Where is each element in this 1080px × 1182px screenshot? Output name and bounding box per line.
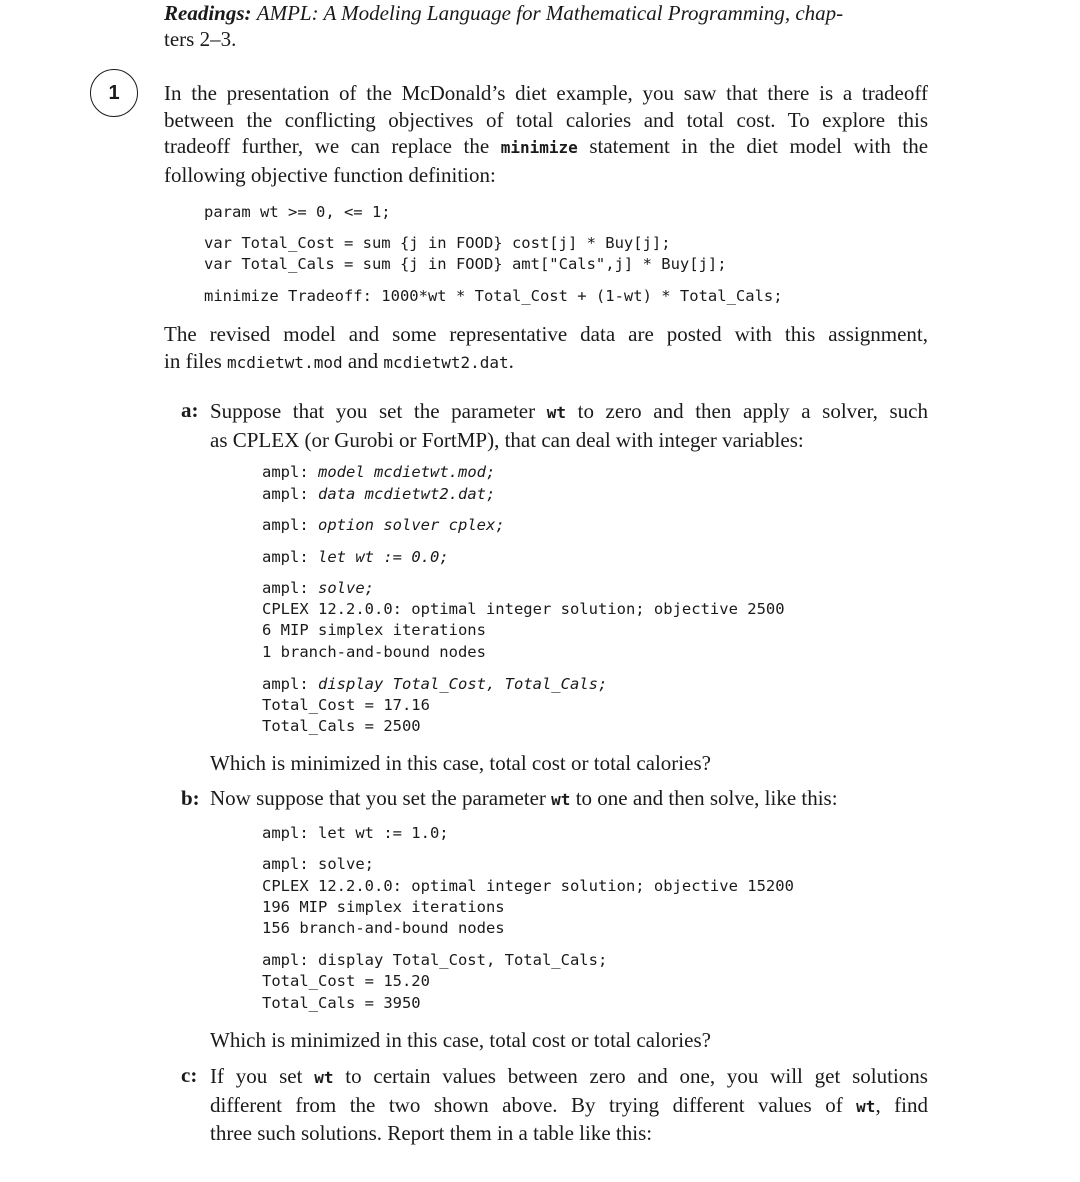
ampl-prompt: ampl: (262, 548, 309, 566)
readings-line-1 (164, 0, 928, 26)
intro-line-2: between the conflicting objectives of total calories and total cost. To explore this (164, 107, 928, 132)
part-a-line-2: as CPLEX (or Gurobi or FortMP), that can deal with integer variables: (210, 427, 804, 452)
cplex-output-3: 1 branch-and-bound nodes (262, 643, 486, 661)
part-b-question: Which is minimized in this case, total cost or total calories? (210, 1028, 711, 1052)
intro-line-1: In the presentation of the McDonald’s diet example, you saw that there is a tradeoff (164, 81, 928, 105)
part-b-param-wt: wt (551, 790, 571, 809)
part-b-label: b: (181, 786, 200, 810)
part-c-text (210, 1063, 928, 1147)
revised-paragraph (164, 321, 928, 376)
part-b-line-1 (210, 786, 838, 811)
model-filename: mcdietwt.mod (227, 352, 343, 372)
intro-paragraph (164, 80, 928, 188)
readings-line-2: ters 2–3. (164, 27, 237, 51)
cplex-output-1: CPLEX 12.2.0.0: optimal integer solution; objective 2500 (262, 600, 785, 618)
problem-number-badge (90, 69, 138, 117)
ampl-prompt: ampl: (262, 485, 309, 503)
readings-book-title: AMPL: A Modeling Language for Mathematical Programming, chap- (256, 1, 844, 25)
ampl-cmd-solve (262, 579, 374, 597)
b-ampl-cmd-let: ampl: let wt := 1.0; (262, 824, 449, 842)
b-cplex-output-1: CPLEX 12.2.0.0: optimal integer solution; objective 15200 (262, 877, 794, 895)
data-filename: mcdietwt2.dat (383, 352, 509, 372)
part-a-line-1 (210, 398, 928, 427)
ampl-cmd-let (262, 548, 449, 566)
ampl-cmd-display (262, 675, 607, 693)
model-code-line-1: param wt >= 0, <= 1; (204, 203, 391, 221)
b-cplex-output-2: 196 MIP simplex iterations (262, 898, 505, 916)
part-a-param-wt: wt (546, 403, 566, 422)
b-cplex-output-3: 156 branch-and-bound nodes (262, 919, 505, 937)
b-result-total-cost: Total_Cost = 15.20 (262, 972, 430, 990)
part-c-line-1-end: to certain values between zero and one, you will get solutions (345, 1064, 928, 1088)
revised-line-1: The revised model and some representative data are posted with this assignment, (164, 322, 928, 346)
part-c-line-1-start: If you set (210, 1064, 303, 1088)
ampl-prompt: ampl: (262, 516, 309, 534)
part-a-question: Which is minimized in this case, total cost or total calories? (210, 751, 711, 775)
model-code-line-4: minimize Tradeoff: 1000*wt * Total_Cost + (1-wt) * Total_Cals; (204, 287, 783, 305)
ampl-prompt: ampl: (262, 463, 309, 481)
part-c-param-wt: wt (314, 1068, 334, 1087)
model-code-line-2: var Total_Cost = sum {j in FOOD} cost[j] * Buy[j]; (204, 234, 671, 252)
ampl-cmd-option (262, 516, 505, 534)
part-a-text (210, 398, 928, 453)
revised-and: and (347, 348, 379, 373)
intro-line-3-end: statement in the diet model with the (589, 134, 929, 158)
part-b-line-1-start: Now suppose that you set the parameter (210, 786, 546, 810)
part-c-line-2 (210, 1092, 928, 1121)
intro-line-3-start: tradeoff further, we can replace the (164, 134, 490, 158)
ampl-prompt: ampl: (262, 675, 309, 693)
b-result-total-cals: Total_Cals = 3950 (262, 994, 421, 1012)
part-a-label: a: (181, 398, 199, 422)
revised-line-2 (164, 348, 928, 377)
readings-label: Readings: (164, 1, 252, 25)
part-c-param-wt-2: wt (856, 1096, 876, 1116)
part-c-line-2-end: , find (875, 1092, 928, 1117)
ampl-cmd-let-text: let wt := 0.0; (318, 548, 449, 566)
result-total-cost: Total_Cost = 17.16 (262, 696, 430, 714)
ampl-cmd-model-text: model mcdietwt.mod; (318, 463, 496, 481)
ampl-prompt: ampl: (262, 579, 309, 597)
ampl-cmd-option-text: option solver cplex; (318, 516, 505, 534)
result-total-cals: Total_Cals = 2500 (262, 717, 421, 735)
cplex-output-2: 6 MIP simplex iterations (262, 621, 486, 639)
minimize-keyword: minimize (500, 138, 578, 157)
ampl-cmd-solve-text: solve; (318, 579, 375, 597)
part-c-line-1 (210, 1063, 928, 1092)
b-ampl-cmd-display: ampl: display Total_Cost, Total_Cals; (262, 951, 608, 969)
problem-number: 1 (108, 81, 120, 104)
revised-line-2-start: in files (164, 348, 222, 373)
ampl-cmd-model (262, 463, 495, 481)
b-ampl-cmd-solve: ampl: solve; (262, 855, 374, 873)
part-c-line-3: three such solutions. Report them in a table like this: (210, 1121, 653, 1145)
intro-line-4: following objective function definition: (164, 162, 496, 187)
ampl-cmd-data (262, 485, 495, 503)
part-c-label: c: (181, 1063, 198, 1087)
intro-line-3 (164, 133, 928, 162)
ampl-cmd-display-text: display Total_Cost, Total_Cals; (318, 675, 608, 693)
part-a-line-1-start: Suppose that you set the parameter (210, 399, 536, 423)
revised-period: . (508, 348, 514, 373)
part-c-line-2-start: different from the two shown above. By trying different values of (210, 1092, 843, 1117)
part-a-line-1-end: to zero and then apply a solver, such (577, 399, 928, 423)
ampl-cmd-data-text: data mcdietwt2.dat; (318, 485, 496, 503)
model-code-line-3: var Total_Cals = sum {j in FOOD} amt["Cals",j] * Buy[j]; (204, 255, 727, 273)
part-b-line-1-end: to one and then solve, like this: (575, 786, 838, 810)
